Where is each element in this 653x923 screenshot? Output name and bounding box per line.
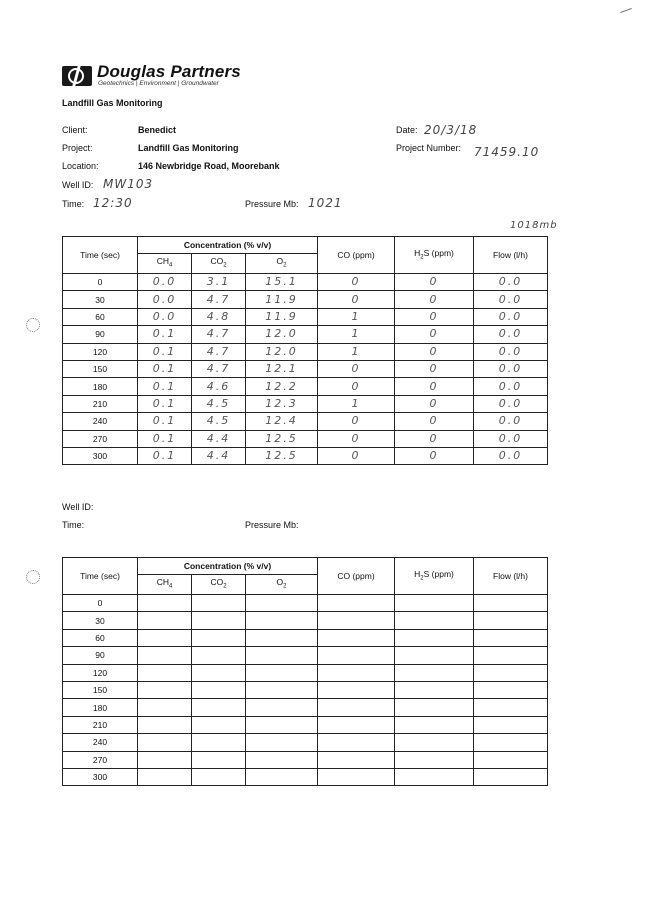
- co-cell: 1: [318, 395, 395, 412]
- ch4-column-header: $CH_4$: [138, 575, 192, 595]
- well1-pressure-value: 1021: [308, 196, 343, 210]
- well2-gas-table: [62, 557, 548, 786]
- h2s-cell: 0: [395, 378, 474, 395]
- time-cell: 90: [63, 647, 138, 664]
- co2-cell: 4.4: [192, 430, 246, 447]
- table-row: [63, 291, 548, 308]
- well1-gas-table: [62, 236, 548, 465]
- o2-cell: 12.3: [246, 395, 318, 412]
- flow-cell: 0.0: [474, 326, 548, 343]
- flow-column-header: Flow (l/h): [474, 237, 548, 274]
- flow-cell: 0.0: [474, 378, 548, 395]
- co-cell: 0: [318, 378, 395, 395]
- h2s-cell: 0: [395, 395, 474, 412]
- o2-cell: 12.5: [246, 447, 318, 464]
- co-cell: 0: [318, 430, 395, 447]
- time-cell: 180: [63, 699, 138, 716]
- ch4-cell: 0.1: [138, 378, 192, 395]
- o2-cell: 15.1: [246, 274, 318, 291]
- o2-cell: 12.2: [246, 378, 318, 395]
- scan-mark-top-right: [620, 8, 632, 13]
- project-number-label: Project Number:: [396, 143, 462, 153]
- table-row: [63, 395, 548, 412]
- ch4-cell: 0.1: [138, 326, 192, 343]
- co2-cell: 4.6: [192, 378, 246, 395]
- co-cell: 0: [318, 413, 395, 430]
- flow-cell: 0.0: [474, 343, 548, 360]
- table-row: [63, 430, 548, 447]
- well1-table-body: [63, 274, 548, 465]
- table-row: [63, 378, 548, 395]
- flow-cell: 0.0: [474, 274, 548, 291]
- co-cell: 0: [318, 291, 395, 308]
- ch4-cell: 0.1: [138, 413, 192, 430]
- co-cell: 1: [318, 308, 395, 325]
- client-label: Client:: [62, 125, 88, 135]
- ch4-cell: 0.1: [138, 343, 192, 360]
- flow-cell: 0.0: [474, 308, 548, 325]
- co2-column-header: $CO_2$: [192, 254, 246, 274]
- table-row: [63, 699, 548, 716]
- table-row: [63, 647, 548, 664]
- o2-cell: 11.9: [246, 308, 318, 325]
- well1-time-label: Time:: [62, 199, 85, 209]
- h2s-cell: 0: [395, 274, 474, 291]
- time-cell: 120: [63, 343, 138, 360]
- o2-cell: 12.5: [246, 430, 318, 447]
- table-row: [63, 274, 548, 291]
- flow-cell: 0.0: [474, 447, 548, 464]
- table-row: [63, 768, 548, 785]
- o2-cell: 11.9: [246, 291, 318, 308]
- co-cell: 0: [318, 361, 395, 378]
- flow-cell: 0.0: [474, 291, 548, 308]
- well1-id-label: Well ID:: [62, 180, 94, 190]
- co2-cell: 4.4: [192, 447, 246, 464]
- flow-cell: 0.0: [474, 395, 548, 412]
- ch4-cell: 0.1: [138, 447, 192, 464]
- ch4-cell: 0.1: [138, 395, 192, 412]
- time-cell: 150: [63, 682, 138, 699]
- h2s-column-header: $H_2S$ (ppm): [395, 558, 474, 595]
- time-cell: 210: [63, 395, 138, 412]
- document-title: Landfill Gas Monitoring: [62, 98, 163, 108]
- well1-margin-note: 1018mb: [510, 220, 558, 231]
- co2-cell: 4.5: [192, 413, 246, 430]
- o2-cell: 12.4: [246, 413, 318, 430]
- co2-column-header: $CO_2$: [192, 575, 246, 595]
- time-cell: 0: [63, 274, 138, 291]
- ch4-column-header: $CH_4$: [138, 254, 192, 274]
- co2-cell: 4.8: [192, 308, 246, 325]
- flow-column-header: Flow (l/h): [474, 558, 548, 595]
- co2-cell: 4.7: [192, 361, 246, 378]
- time-cell: 60: [63, 308, 138, 325]
- project-number-value: 71459.10: [474, 145, 540, 159]
- table-row: [63, 751, 548, 768]
- company-name: Douglas Partners: [97, 62, 241, 81]
- table-row: [63, 413, 548, 430]
- time-cell: 0: [63, 595, 138, 612]
- date-value: 20/3/18: [424, 123, 478, 137]
- o2-cell: 12.0: [246, 326, 318, 343]
- location-label: Location:: [62, 161, 99, 171]
- o2-column-header: $O_2$: [246, 575, 318, 595]
- date-label: Date:: [396, 125, 418, 135]
- time-cell: 150: [63, 361, 138, 378]
- co-column-header: CO (ppm): [318, 558, 395, 595]
- punch-hole-mark-1: [26, 318, 40, 332]
- well1-time-value: 12:30: [93, 196, 133, 210]
- project-label: Project:: [62, 143, 93, 153]
- concentration-header: Concentration (% v/v): [138, 237, 318, 254]
- time-cell: 30: [63, 612, 138, 629]
- o2-cell: 12.1: [246, 361, 318, 378]
- table-row: [63, 716, 548, 733]
- co2-cell: 4.7: [192, 343, 246, 360]
- time-column-header: Time (sec): [63, 558, 138, 595]
- time-cell: 240: [63, 734, 138, 751]
- concentration-header: Concentration (% v/v): [138, 558, 318, 575]
- time-cell: 300: [63, 768, 138, 785]
- company-logo-icon: [62, 66, 92, 86]
- time-cell: 30: [63, 291, 138, 308]
- well2-time-label: Time:: [62, 520, 85, 530]
- o2-cell: 12.0: [246, 343, 318, 360]
- h2s-cell: 0: [395, 413, 474, 430]
- table-row: [63, 361, 548, 378]
- table-row: [63, 308, 548, 325]
- h2s-cell: 0: [395, 343, 474, 360]
- h2s-column-header: $H_2S$ (ppm): [395, 237, 474, 274]
- flow-cell: 0.0: [474, 430, 548, 447]
- h2s-cell: 0: [395, 430, 474, 447]
- h2s-cell: 0: [395, 361, 474, 378]
- ch4-cell: 0.1: [138, 361, 192, 378]
- well1-id-value: MW103: [103, 177, 154, 191]
- well1-pressure-label: Pressure Mb:: [245, 199, 299, 209]
- flow-cell: 0.0: [474, 361, 548, 378]
- time-column-header: Time (sec): [63, 237, 138, 274]
- co2-cell: 4.7: [192, 291, 246, 308]
- time-cell: 210: [63, 716, 138, 733]
- co-cell: 0: [318, 274, 395, 291]
- time-cell: 270: [63, 751, 138, 768]
- table-row: [63, 734, 548, 751]
- client-value: Benedict: [138, 125, 177, 135]
- time-cell: 270: [63, 430, 138, 447]
- table-row: [63, 447, 548, 464]
- co-cell: 0: [318, 447, 395, 464]
- company-tagline: Geotechnics | Environment | Groundwater: [98, 80, 219, 87]
- co2-cell: 4.5: [192, 395, 246, 412]
- time-cell: 300: [63, 447, 138, 464]
- co-column-header: CO (ppm): [318, 237, 395, 274]
- well2-table-body: [63, 595, 548, 786]
- table-row: [63, 664, 548, 681]
- ch4-cell: 0.0: [138, 291, 192, 308]
- co2-cell: 4.7: [192, 326, 246, 343]
- location-value: 146 Newbridge Road, Moorebank: [138, 161, 280, 171]
- time-cell: 120: [63, 664, 138, 681]
- table-row: [63, 343, 548, 360]
- table-row: [63, 595, 548, 612]
- table-row: [63, 682, 548, 699]
- time-cell: 180: [63, 378, 138, 395]
- table-row: [63, 326, 548, 343]
- ch4-cell: 0.0: [138, 308, 192, 325]
- flow-cell: 0.0: [474, 413, 548, 430]
- ch4-cell: 0.1: [138, 430, 192, 447]
- punch-hole-mark-2: [26, 570, 40, 584]
- co2-cell: 3.1: [192, 274, 246, 291]
- h2s-cell: 0: [395, 326, 474, 343]
- project-value: Landfill Gas Monitoring: [138, 143, 239, 153]
- co-cell: 1: [318, 343, 395, 360]
- ch4-cell: 0.0: [138, 274, 192, 291]
- time-cell: 90: [63, 326, 138, 343]
- table-row: [63, 612, 548, 629]
- h2s-cell: 0: [395, 308, 474, 325]
- time-cell: 60: [63, 629, 138, 646]
- o2-column-header: $O_2$: [246, 254, 318, 274]
- h2s-cell: 0: [395, 291, 474, 308]
- h2s-cell: 0: [395, 447, 474, 464]
- well2-id-label: Well ID:: [62, 502, 94, 512]
- time-cell: 240: [63, 413, 138, 430]
- well2-pressure-label: Pressure Mb:: [245, 520, 299, 530]
- table-row: [63, 629, 548, 646]
- co-cell: 1: [318, 326, 395, 343]
